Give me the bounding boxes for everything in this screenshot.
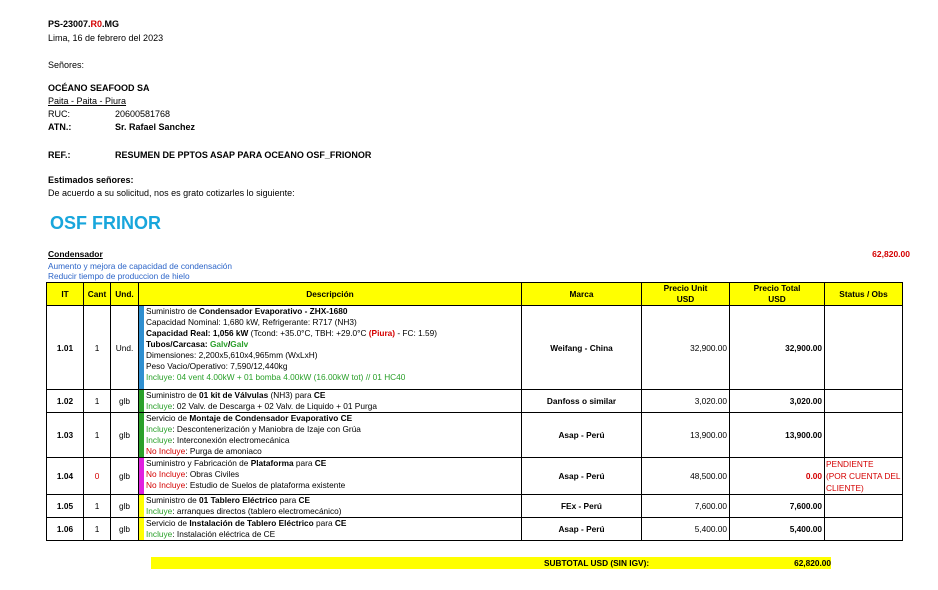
description-segment: Incluye	[146, 401, 173, 411]
color-marker	[139, 495, 144, 517]
ruc-value: 20600581768	[115, 109, 171, 119]
description-segment: : 02 Valv. de Descarga + 02 Valv. de Liquido + 01 Purga	[172, 401, 377, 411]
description-line	[146, 361, 521, 372]
subtotal-label: SUBTOTAL USD (SIN IGV):	[544, 558, 650, 568]
table-row	[47, 390, 903, 413]
description-line	[146, 529, 521, 540]
description-segment: (Tcond: +35.0°C, TBH: +29.0°C	[248, 328, 369, 338]
header-precio-total	[730, 283, 825, 306]
cell-precio-unit: 3,020.00	[642, 390, 730, 413]
description-segment: : Purga de amoniaco	[185, 446, 262, 456]
description-segment: 01 kit de Válvulas	[199, 390, 269, 400]
description-line	[146, 372, 521, 383]
description-segment: CE	[334, 518, 347, 528]
cell-descripcion	[139, 306, 522, 390]
description-segment: No Incluye	[146, 469, 186, 479]
description-segment: 01 Tablero Eléctrico	[199, 495, 278, 505]
description-segment: Galv	[209, 339, 228, 349]
description-line	[146, 469, 521, 480]
description-segment: No Incluye	[146, 446, 186, 456]
description-segment: Incluye: 04 vent 4.00kW + 01 bomba 4.00kW (16.00kW tot) // 01 HC40	[146, 372, 406, 382]
description-line	[146, 306, 521, 317]
description-line	[146, 480, 521, 491]
cell-descripcion	[139, 518, 522, 541]
description-segment: (NH3) para	[268, 390, 314, 400]
header-precio-total-line1: Precio Total	[753, 283, 801, 293]
description-segment: Incluye	[146, 435, 173, 445]
cell-und: glb	[111, 495, 139, 518]
cell-precio-unit: 32,900.00	[642, 306, 730, 390]
description-segment: : Instalación eléctrica de CE	[172, 529, 276, 539]
cell-descripcion	[139, 458, 522, 495]
description-segment: CE	[298, 495, 311, 505]
cell-precio-total: 13,900.00	[730, 413, 825, 458]
header-precio-unit-line2: USD	[676, 294, 695, 304]
table-row	[47, 458, 903, 495]
section-total: 62,820.00	[872, 249, 910, 259]
cell-descripcion	[139, 413, 522, 458]
client-company: OCÉANO SEAFOOD SA	[48, 83, 150, 93]
description-segment: Servicio de	[146, 413, 190, 423]
cell-precio-unit: 13,900.00	[642, 413, 730, 458]
description-segment: para	[293, 458, 315, 468]
color-marker	[139, 458, 144, 494]
cell-status	[825, 390, 903, 413]
description-segment: Incluye	[146, 529, 173, 539]
description-line	[146, 413, 521, 424]
header-descripcion: Descripción	[139, 283, 522, 306]
color-marker	[139, 518, 144, 540]
cell-marca: FEx - Perú	[522, 495, 642, 518]
description-segment: Galv	[230, 339, 249, 349]
description-segment: para	[277, 495, 299, 505]
cell-cant: 1	[84, 495, 111, 518]
description-segment: Capacidad Real: 1,056 kW	[146, 328, 249, 338]
header-precio-unit	[642, 283, 730, 306]
header-marca: Marca	[522, 283, 642, 306]
cell-und: glb	[111, 413, 139, 458]
description-segment: : Obras Civiles	[185, 469, 240, 479]
status-text: PENDIENTE	[826, 459, 874, 469]
salutation-label: Señores:	[48, 60, 85, 70]
cell-precio-total: 5,400.00	[730, 518, 825, 541]
description-line	[146, 446, 521, 457]
atn-value: Sr. Rafael Sanchez	[115, 122, 196, 132]
description-line	[146, 317, 521, 328]
table-row	[47, 518, 903, 541]
header-it: IT	[47, 283, 84, 306]
cell-status	[825, 495, 903, 518]
color-marker	[139, 390, 144, 412]
description-line	[146, 458, 521, 469]
cell-marca: Asap - Perú	[522, 413, 642, 458]
cell-precio-total: 3,020.00	[730, 390, 825, 413]
subtotal-bar	[151, 557, 831, 569]
description-segment: Dimensiones: 2,200x5,610x4,965mm (WxLxH)	[146, 350, 318, 360]
header-und: Und.	[111, 283, 139, 306]
cell-precio-total: 0.00	[730, 458, 825, 495]
table-row	[47, 413, 903, 458]
cell-marca: Asap - Perú	[522, 518, 642, 541]
description-segment: para	[313, 518, 335, 528]
description-segment: Incluye	[146, 506, 173, 516]
cell-cant: 1	[84, 390, 111, 413]
description-line	[146, 518, 521, 529]
description-line	[146, 506, 521, 517]
cell-precio-unit: 5,400.00	[642, 518, 730, 541]
subtotal-value: 62,820.00	[794, 558, 831, 568]
description-segment: No Incluye	[146, 480, 186, 490]
color-marker	[139, 306, 144, 389]
header-status: Status / Obs	[825, 283, 903, 306]
cell-und: glb	[111, 458, 139, 495]
cell-it: 1.03	[47, 413, 84, 458]
cell-cant: 1	[84, 518, 111, 541]
quote-table	[46, 282, 903, 541]
description-segment: CE	[313, 390, 326, 400]
description-segment: /	[227, 339, 231, 349]
status-text: (POR CUENTA DEL	[826, 471, 901, 481]
cell-cant: 1	[84, 306, 111, 390]
description-segment: Suministro y Fabricación de	[146, 458, 251, 468]
ref-label: REF.:	[48, 150, 71, 160]
cell-descripcion	[139, 495, 522, 518]
description-segment: Plataforma	[250, 458, 294, 468]
document-code	[48, 19, 119, 29]
table-header-row	[47, 283, 903, 306]
description-segment: Capacidad Nominal: 1,680 kW, Refrigerante: R717 (NH3)	[146, 317, 357, 327]
description-segment: Montaje de Condensador Evaporativo CE	[189, 413, 353, 423]
description-segment: Servicio de	[146, 518, 190, 528]
description-line	[146, 350, 521, 361]
description-segment: : arranques directos (tablero electromecánico)	[172, 506, 342, 516]
cell-status	[825, 518, 903, 541]
description-segment: Peso Vacio/Operativo: 7,590/12,440kg	[146, 361, 288, 371]
cell-precio-total: 7,600.00	[730, 495, 825, 518]
header-precio-unit-line1: Precio Unit	[663, 283, 708, 293]
description-line	[146, 390, 521, 401]
cell-marca: Danfoss o similar	[522, 390, 642, 413]
document-date: Lima, 16 de febrero del 2023	[48, 33, 164, 43]
description-line	[146, 495, 521, 506]
cell-it: 1.01	[47, 306, 84, 390]
description-line	[146, 401, 521, 412]
code-suffix: .MG	[102, 19, 120, 29]
cell-marca: Asap - Perú	[522, 458, 642, 495]
description-segment: : Estudio de Suelos de plataforma existente	[185, 480, 346, 490]
ref-value: RESUMEN DE PPTOS ASAP PARA OCEANO OSF_FRIONOR	[115, 150, 372, 160]
cell-precio-total: 32,900.00	[730, 306, 825, 390]
color-marker	[139, 413, 144, 457]
cell-descripcion	[139, 390, 522, 413]
description-segment: Suministro de	[146, 306, 200, 316]
cell-it: 1.04	[47, 458, 84, 495]
table-row	[47, 495, 903, 518]
description-segment: Suministro de	[146, 390, 200, 400]
description-segment: Suministro de	[146, 495, 200, 505]
cell-status	[825, 306, 903, 390]
header-precio-total-line2: USD	[768, 294, 786, 304]
atn-label: ATN.:	[48, 122, 72, 132]
description-line	[146, 424, 521, 435]
cell-cant: 0	[84, 458, 111, 495]
description-segment: : Interconexión electromecánica	[172, 435, 290, 445]
cell-precio-unit: 7,600.00	[642, 495, 730, 518]
cell-it: 1.06	[47, 518, 84, 541]
cell-status	[825, 458, 903, 495]
description-segment: Tubos/Carcasa:	[146, 339, 210, 349]
cell-it: 1.02	[47, 390, 84, 413]
description-line	[146, 435, 521, 446]
cell-precio-unit: 48,500.00	[642, 458, 730, 495]
cell-und: Und.	[111, 306, 139, 390]
client-address: Paita - Paita - Piura	[48, 96, 127, 106]
cell-cant: 1	[84, 413, 111, 458]
description-segment: - FC: 1.59)	[395, 328, 438, 338]
intro-text: De acuerdo a su solicitud, nos es grato cotizarles lo siguiente:	[48, 188, 295, 198]
description-segment: Incluye	[146, 424, 173, 434]
status-text: CLIENTE)	[826, 483, 864, 493]
cell-status	[825, 413, 903, 458]
cell-und: glb	[111, 518, 139, 541]
cell-it: 1.05	[47, 495, 84, 518]
section-title: Condensador	[48, 249, 103, 259]
description-line	[146, 339, 521, 350]
table-row	[47, 306, 903, 390]
cell-und: glb	[111, 390, 139, 413]
code-revision: R0	[90, 19, 103, 29]
description-segment: Condensador Evaporativo - ZHX-1680	[199, 306, 348, 316]
header-cant: Cant	[84, 283, 111, 306]
section-note-1: Aumento y mejora de capacidad de condensación	[48, 261, 233, 271]
description-segment: CE	[314, 458, 327, 468]
project-title: OSF FRINOR	[50, 213, 161, 233]
section-note-2: Reducir tiempo de produccion de hielo	[48, 271, 190, 281]
ruc-label: RUC:	[48, 109, 70, 119]
description-segment: (Piura)	[368, 328, 396, 338]
code-prefix: PS-23007.	[48, 19, 91, 29]
description-segment: : Descontenerización y Maniobra de Izaje con Grúa	[172, 424, 361, 434]
cell-marca: Weifang - China	[522, 306, 642, 390]
greeting: Estimados señores:	[48, 175, 134, 185]
description-segment: Instalación de Tablero Eléctrico	[189, 518, 314, 528]
description-line	[146, 328, 521, 339]
